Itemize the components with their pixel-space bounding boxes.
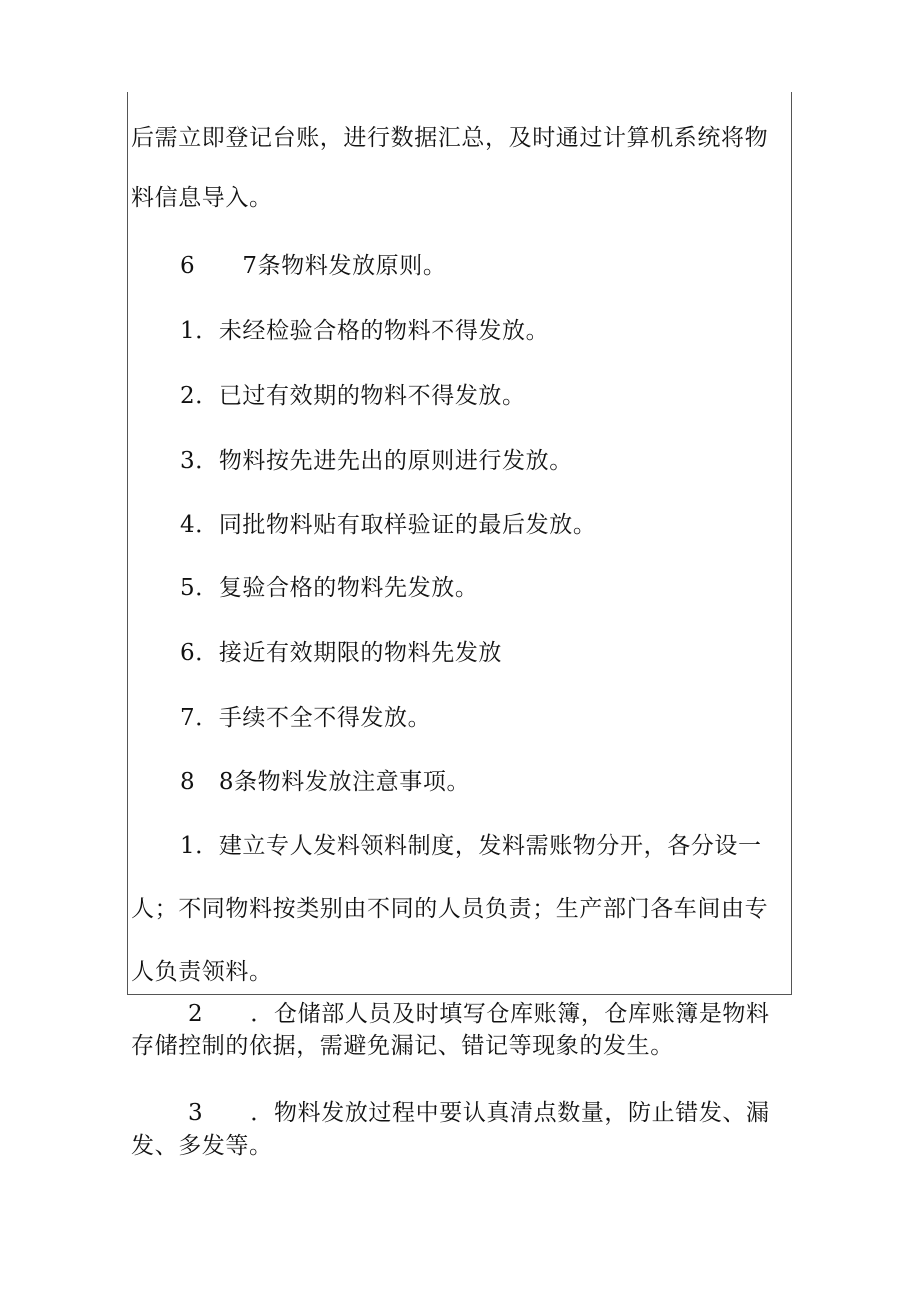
note-item-2-line-1: 2 ．仓储部人员及时填写仓库账簿，仓库账簿是物料 xyxy=(188,1001,770,1027)
note-item-1-line-2: 人；不同物料按类别由不同的人员负责；生产部门各车间由专 xyxy=(131,896,769,922)
principle-item-3: 3．物料按先进先出的原则进行发放。 xyxy=(180,448,573,474)
box-line-2: 料信息导入。 xyxy=(131,185,273,211)
section-heading-release-notes: 8 8条物料发放注意事项。 xyxy=(180,769,471,795)
principle-item-2: 2．已过有效期的物料不得发放。 xyxy=(180,383,526,409)
box-line-1: 后需立即登记台账，进行数据汇总，及时通过计算机系统将物 xyxy=(131,125,769,151)
principle-item-7: 7．手续不全不得发放。 xyxy=(180,705,432,731)
note-item-1-line-1: 1．建立专人发料领料制度，发料需账物分开，各分设一 xyxy=(180,833,762,859)
note-item-1-line-3: 人负责领料。 xyxy=(131,959,273,985)
note-item-2-line-2: 存储控制的依据，需避免漏记、错记等现象的发生。 xyxy=(131,1033,674,1059)
note-item-3-line-1: 3 ．物料发放过程中要认真清点数量，防止错发、漏 xyxy=(188,1100,770,1126)
note-item-3-line-2: 发、多发等。 xyxy=(131,1133,273,1159)
principle-item-1: 1．未经检验合格的物料不得发放。 xyxy=(180,318,550,344)
principle-item-4: 4．同批物料贴有取样验证的最后发放。 xyxy=(180,512,597,538)
section-heading-release-principles: 6 7条物料发放原则。 xyxy=(180,253,447,279)
principle-item-5: 5．复验合格的物料先发放。 xyxy=(180,575,479,601)
principle-item-6: 6．接近有效期限的物料先发放 xyxy=(180,640,503,666)
